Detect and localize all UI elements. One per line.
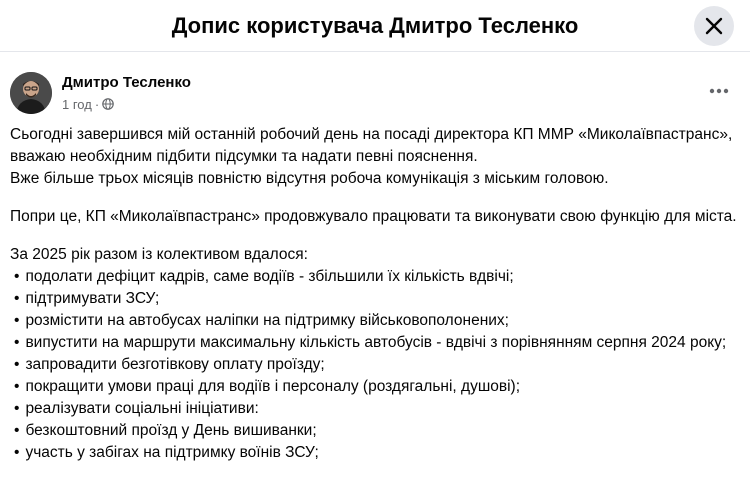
meta-separator: · xyxy=(94,96,100,112)
post-body xyxy=(10,124,740,464)
profile-photo-icon xyxy=(10,72,52,114)
post-time[interactable]: 1 год xyxy=(62,96,92,112)
avatar[interactable] xyxy=(10,72,52,114)
list-item: • покращити умови праці для водіїв і персоналу (роздягальні, душові); xyxy=(10,376,740,398)
list-item: • розмістити на автобусах наліпки на підтримку військовополонених; xyxy=(10,310,740,332)
list-item: • участь у забігах на підтримку воїнів ЗСУ; xyxy=(10,442,740,464)
close-icon xyxy=(704,16,724,36)
post-paragraph: Вже більше трьох місяців повністю відсутня робоча комунікація з міським головою. xyxy=(10,170,609,187)
list-item: • випустити на маршрути максимальну кількість автобусів - вдвічі з порівнянням серпня 2024 року; xyxy=(10,332,740,354)
globe-icon[interactable] xyxy=(102,98,114,110)
close-button[interactable] xyxy=(694,6,734,46)
list-item: • реалізувати соціальні ініціативи: xyxy=(10,398,740,420)
post-paragraph: За 2025 рік разом із колективом вдалося: xyxy=(10,246,308,263)
list-item: • підтримувати ЗСУ; xyxy=(10,288,740,310)
more-icon xyxy=(704,80,734,102)
dialog-title: Допис користувача Дмитро Тесленко xyxy=(171,13,579,38)
post-meta xyxy=(62,95,114,113)
dialog-header xyxy=(0,0,750,52)
post-paragraph: Попри це, КП «Миколаївпастранс» продовжувало працювати та виконувати свою функцію для міста. xyxy=(10,208,737,225)
list-item: • подолати дефіцит кадрів, саме водіїв - збільшили їх кількість вдвічі; xyxy=(10,266,740,288)
author-name[interactable]: Дмитро Тесленко xyxy=(62,74,191,91)
list-item: • безкоштовний проїзд у День вишиванки; xyxy=(10,420,740,442)
post-header xyxy=(0,62,750,122)
post-paragraph: Сьогодні завершився мій останній робочий день на посаді директора КП ММР «Миколаївпастранс», вважаю необхідним підбити підсумки та надати певні пояснення. xyxy=(10,126,733,165)
list-item: • запровадити безготівкову оплату проїзду; xyxy=(10,354,740,376)
more-options-button[interactable] xyxy=(704,80,734,102)
